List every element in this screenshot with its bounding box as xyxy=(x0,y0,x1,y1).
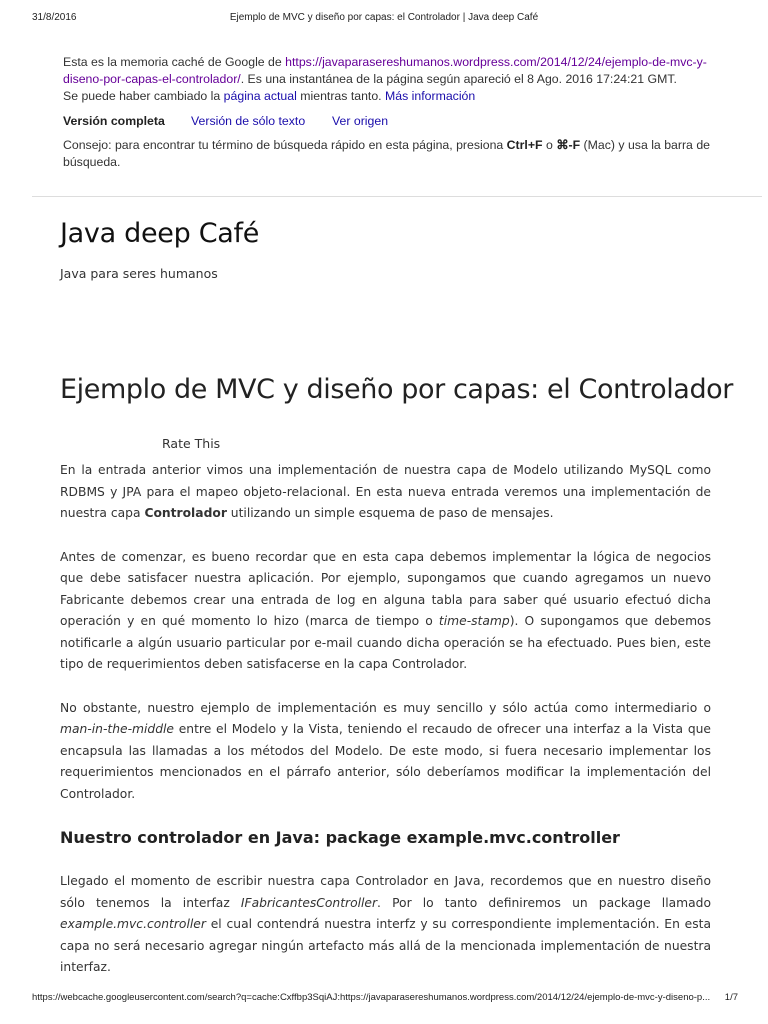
snapshot-text: . Es una instantánea de la página según apareció el 8 Ago. 2016 17:24:21 GMT. xyxy=(240,72,677,86)
p1-text-b: utilizando un simple esquema de paso de mensajes. xyxy=(226,506,554,520)
view-source-link[interactable]: Ver origen xyxy=(332,114,389,128)
print-date: 31/8/2016 xyxy=(32,12,77,23)
more-info-link[interactable]: Más información xyxy=(385,89,476,103)
footer-url: https://webcache.googleusercontent.com/search?q=cache:Cxffbp3SqiAJ:https://javaparasereshumanos.wordpress.com/2014/12/24/ejemplo-de-mvc-y-diseno-p... xyxy=(32,992,711,1003)
cache-intro-text: Esta es la memoria caché de Google de xyxy=(63,55,286,69)
p4-text-a: Llegado el momento de escribir nuestra capa Controlador en Java, recordemos que en nuestro diseño sólo tenemos la interfaz xyxy=(60,874,711,910)
tip-prefix: Consejo: para encontrar tu término de búsqueda rápido en esta página, presiona xyxy=(63,138,507,152)
cache-divider xyxy=(32,196,762,197)
tip-or: o xyxy=(542,138,557,152)
p3-text-b: entre el Modelo y la Vista, teniendo el recaudo de ofrecer una interfaz a la Vista que encapsula las llamadas a los métodos del Modelo. De este modo, si fuera necesario implementar los requerimientos mencionados en el párrafo anterior, sólo deberíamos modificar la implementación del Controlador. xyxy=(60,722,711,801)
p2-italic: time-stamp xyxy=(438,614,510,628)
cached-url-link[interactable]: https://javaparasereshumanos.wordpress.com/2014/12/24/ejemplo-de-mvc-y-diseno-por-capas-el-controlador/ xyxy=(63,55,707,86)
paragraph-1 xyxy=(60,460,711,525)
google-cache-notice xyxy=(63,54,723,171)
rate-this[interactable]: Rate This xyxy=(162,436,221,451)
ctrl-f-key: Ctrl+F xyxy=(506,138,543,152)
section-heading: Nuestro controlador en Java: package example.mvc.controller xyxy=(60,828,620,847)
p2-text-a: Antes de comenzar, es bueno recordar que en esta capa debemos implementar la lógica de negocios que debe satisfacer nuestra aplicación. Por ejemplo, supongamos que cuando agregamos un nuevo Fabricante debemos crear una entrada de log en alguna tabla para saber qué usuario efectuó dicha operación y en qué momento lo hizo (marca de tiempo o xyxy=(60,549,711,628)
p4-italic-2: example.mvc.controller xyxy=(60,917,206,931)
p4-text-c: el cual contendrá nuestra interfz y su correspondiente implementación. En esta capa no será necesario agregar ningún artefacto más allá de la mencionada implementación de nuestra interfaz. xyxy=(60,917,711,974)
p3-italic: man-in-the-middle xyxy=(60,722,174,736)
post-content xyxy=(60,460,711,1001)
site-title[interactable]: Java deep Café xyxy=(60,218,260,249)
tip-suffix: (Mac) y usa la barra de búsqueda. xyxy=(63,138,710,169)
current-page-link[interactable]: página actual xyxy=(223,89,297,103)
cache-version-links xyxy=(63,113,723,133)
paragraph-3 xyxy=(60,698,711,806)
print-page-title: Ejemplo de MVC y diseño por capas: el Controlador | Java deep Café xyxy=(229,12,539,23)
p2-text-b: ). O supongamos que debemos notificarle a algún usuario particular por e-mail cuando dicha operación se ha efectuado. Pues bien, este tipo de requerimientos deben satisfacerse en la capa Controlador. xyxy=(60,614,711,671)
p4-text-b: . Por lo tanto definiremos un package llamado xyxy=(377,895,711,910)
meanwhile-text: mientras tanto. xyxy=(296,89,386,103)
p1-bold: Controlador xyxy=(144,506,227,520)
print-header xyxy=(0,12,768,26)
cache-changed-line xyxy=(63,88,723,105)
p1-text-a: En la entrada anterior vimos una implementación de nuestra capa de Modelo utilizando MySQL como RDBMS y JPA para el mapeo objeto-relacional. En esta nueva entrada veremos una implementación de nuestra capa xyxy=(60,463,711,520)
print-footer xyxy=(32,992,738,1006)
full-version-label: Versión completa xyxy=(63,114,165,128)
cache-intro-line xyxy=(63,54,723,88)
p4-italic-1: IFabricantesController xyxy=(240,895,378,910)
changed-text: Se puede haber cambiado la xyxy=(63,89,224,103)
paragraph-4 xyxy=(60,871,711,979)
text-only-version-link[interactable]: Versión de sólo texto xyxy=(191,114,306,128)
site-tagline: Java para seres humanos xyxy=(60,266,218,281)
post-title: Ejemplo de MVC y diseño por capas: el Controlador xyxy=(60,374,734,405)
cmd-f-key: ⌘-F xyxy=(556,138,581,152)
page-number: 1/7 xyxy=(724,992,738,1003)
paragraph-2 xyxy=(60,547,711,676)
search-tip xyxy=(63,137,723,171)
p3-text-a: No obstante, nuestro ejemplo de implementación es muy sencillo y sólo actúa como intermediario o xyxy=(60,700,711,715)
